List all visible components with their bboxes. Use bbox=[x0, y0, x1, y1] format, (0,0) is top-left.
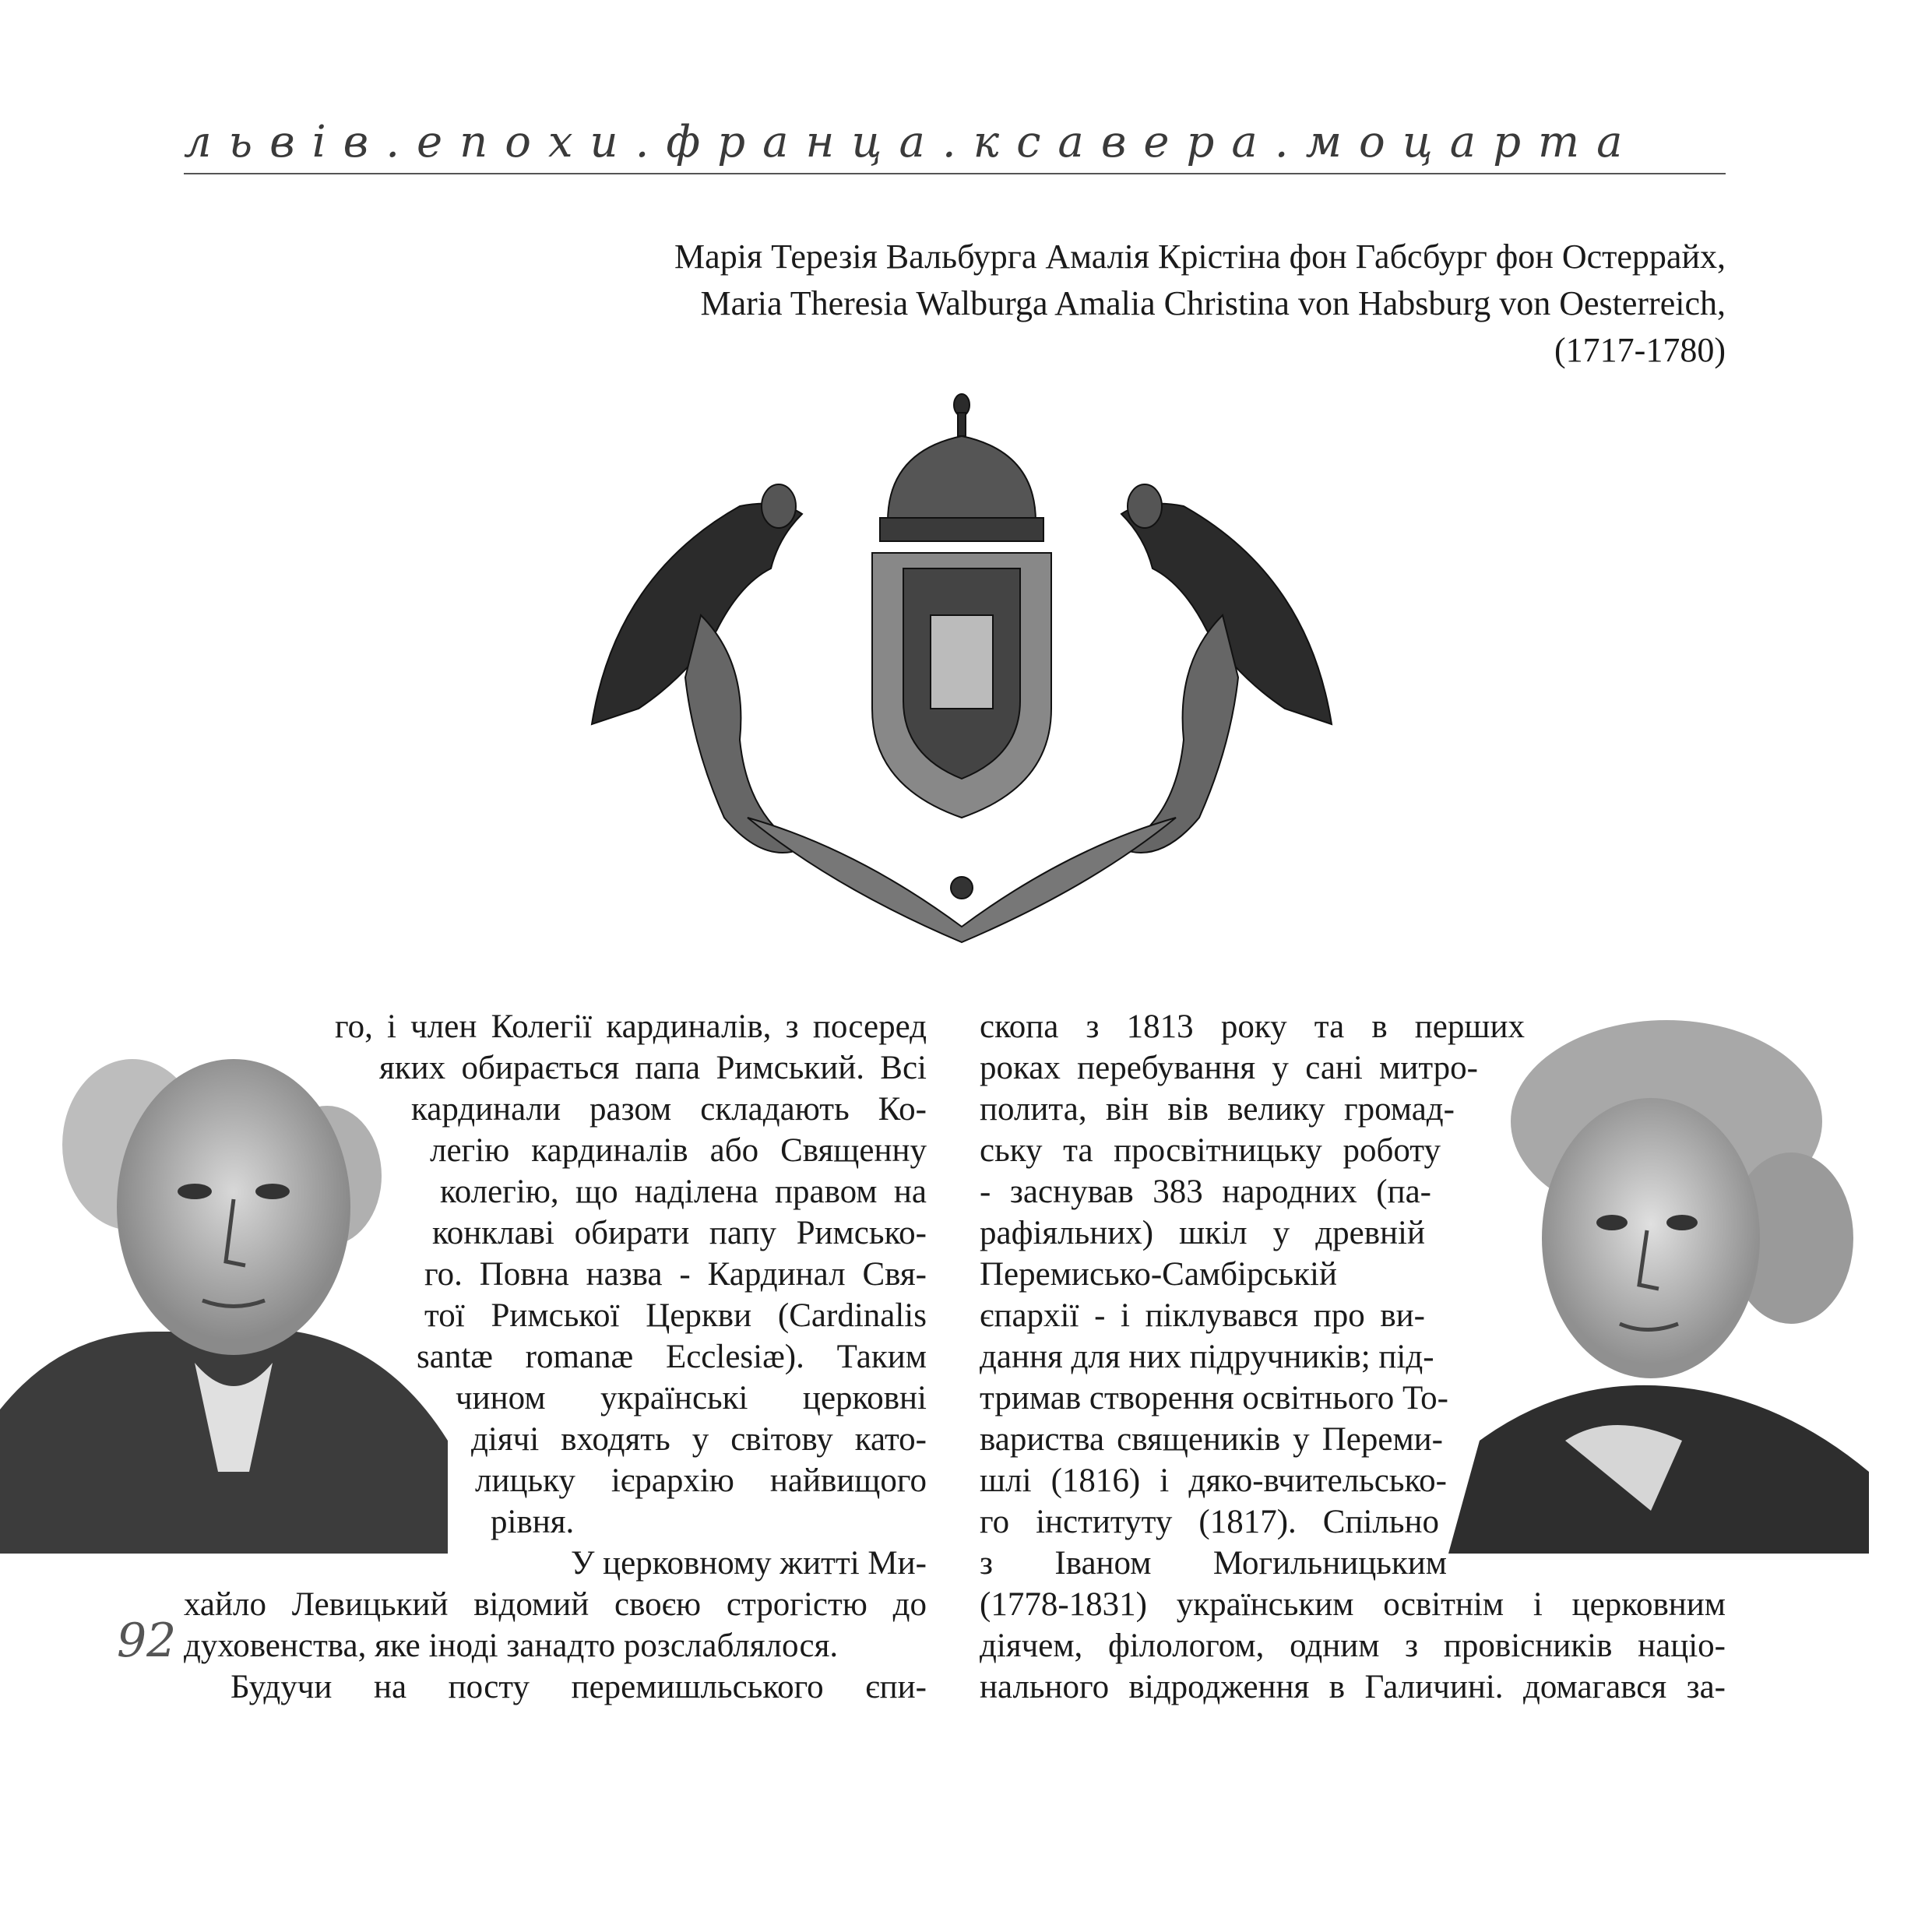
left-line-10: чином українські церковні bbox=[456, 1380, 927, 1416]
left-line-2: яких обирається папа Римський. Всі bbox=[379, 1050, 927, 1086]
right-line-10: тримав створення освітнього То- bbox=[980, 1380, 1448, 1416]
right-line-7: Перемисько-Самбірській bbox=[980, 1256, 1338, 1293]
caption-line-ukrainian: Марія Терезія Вальбурга Амалія Крістіна фон Габсбург фон Остеррайх, bbox=[674, 238, 1726, 276]
right-line-8: єпархії - і піклувався про ви- bbox=[980, 1297, 1425, 1334]
left-line-4: легію кардиналів або Священну bbox=[430, 1132, 927, 1169]
left-line-16: духовенства, яке іноді занадто розслаблялося. bbox=[184, 1628, 839, 1664]
caption-line-years: (1717-1780) bbox=[1554, 331, 1726, 369]
left-line-5: колегію, що наділена правом на bbox=[440, 1174, 927, 1210]
emblem-caption bbox=[558, 234, 1726, 374]
right-line-1: скопа з 1813 року та в перших bbox=[980, 1008, 1525, 1045]
left-line-17: Будучи на посту перемишльського єпи- bbox=[231, 1669, 927, 1705]
left-line-12: лицьку ієрархію найвищого bbox=[475, 1462, 927, 1499]
right-line-5: - заснував 383 народних (па- bbox=[980, 1174, 1431, 1210]
coat-of-arms-icon bbox=[545, 382, 1378, 950]
right-line-15: (1778-1831) українським освітнім і церковним bbox=[980, 1586, 1726, 1623]
right-portrait-icon bbox=[1448, 1005, 1869, 1554]
left-line-7: го. Повна назва - Кардинал Свя- bbox=[424, 1256, 927, 1293]
right-line-14: з Іваном Могильницьким bbox=[980, 1545, 1447, 1582]
left-line-13: рівня. bbox=[491, 1504, 575, 1540]
right-line-17: нального відродження в Галичині. домагався за- bbox=[980, 1669, 1726, 1705]
right-line-3: полита, він вів велику громад- bbox=[980, 1091, 1455, 1128]
left-line-6: конклаві обирати папу Римсько- bbox=[432, 1215, 927, 1251]
left-line-14: У церковному житті Ми- bbox=[570, 1545, 927, 1582]
right-line-16: діячем, філологом, одним з провісників націо- bbox=[980, 1628, 1726, 1664]
right-line-2: роках перебування у сані митро- bbox=[980, 1050, 1478, 1086]
left-line-1: го, і член Колегії кардиналів, з посеред bbox=[335, 1008, 927, 1045]
right-line-11: вариства священиків у Переми- bbox=[980, 1421, 1443, 1458]
left-line-15: хайло Левицький відомий своєю строгістю до bbox=[184, 1586, 927, 1623]
right-line-12: шлі (1816) і дяко-вчительсько- bbox=[980, 1462, 1447, 1499]
left-line-8: тої Римської Церкви (Cardinalis bbox=[424, 1297, 927, 1334]
left-line-11: діячі входять у світову като- bbox=[471, 1421, 927, 1458]
right-line-13: го інституту (1817). Спільно bbox=[980, 1504, 1439, 1540]
right-line-6: рафіяльних) шкіл у древній bbox=[980, 1215, 1425, 1251]
right-line-4: ську та просвітницьку роботу bbox=[980, 1132, 1441, 1169]
caption-line-german: Maria Theresia Walburga Amalia Christina von Habsburg von Oesterreich, bbox=[700, 284, 1726, 322]
header-rule bbox=[184, 173, 1726, 174]
running-header: львів.епохи.франца.ксавера.моцарта bbox=[184, 117, 1640, 167]
left-line-3: кардинали разом складають Ко- bbox=[411, 1091, 927, 1128]
left-line-9: santæ romanæ Ecclesiæ). Таким bbox=[417, 1339, 927, 1375]
right-line-9: дання для них підручників; під- bbox=[980, 1339, 1434, 1375]
page-number: 92 bbox=[117, 1614, 177, 1668]
